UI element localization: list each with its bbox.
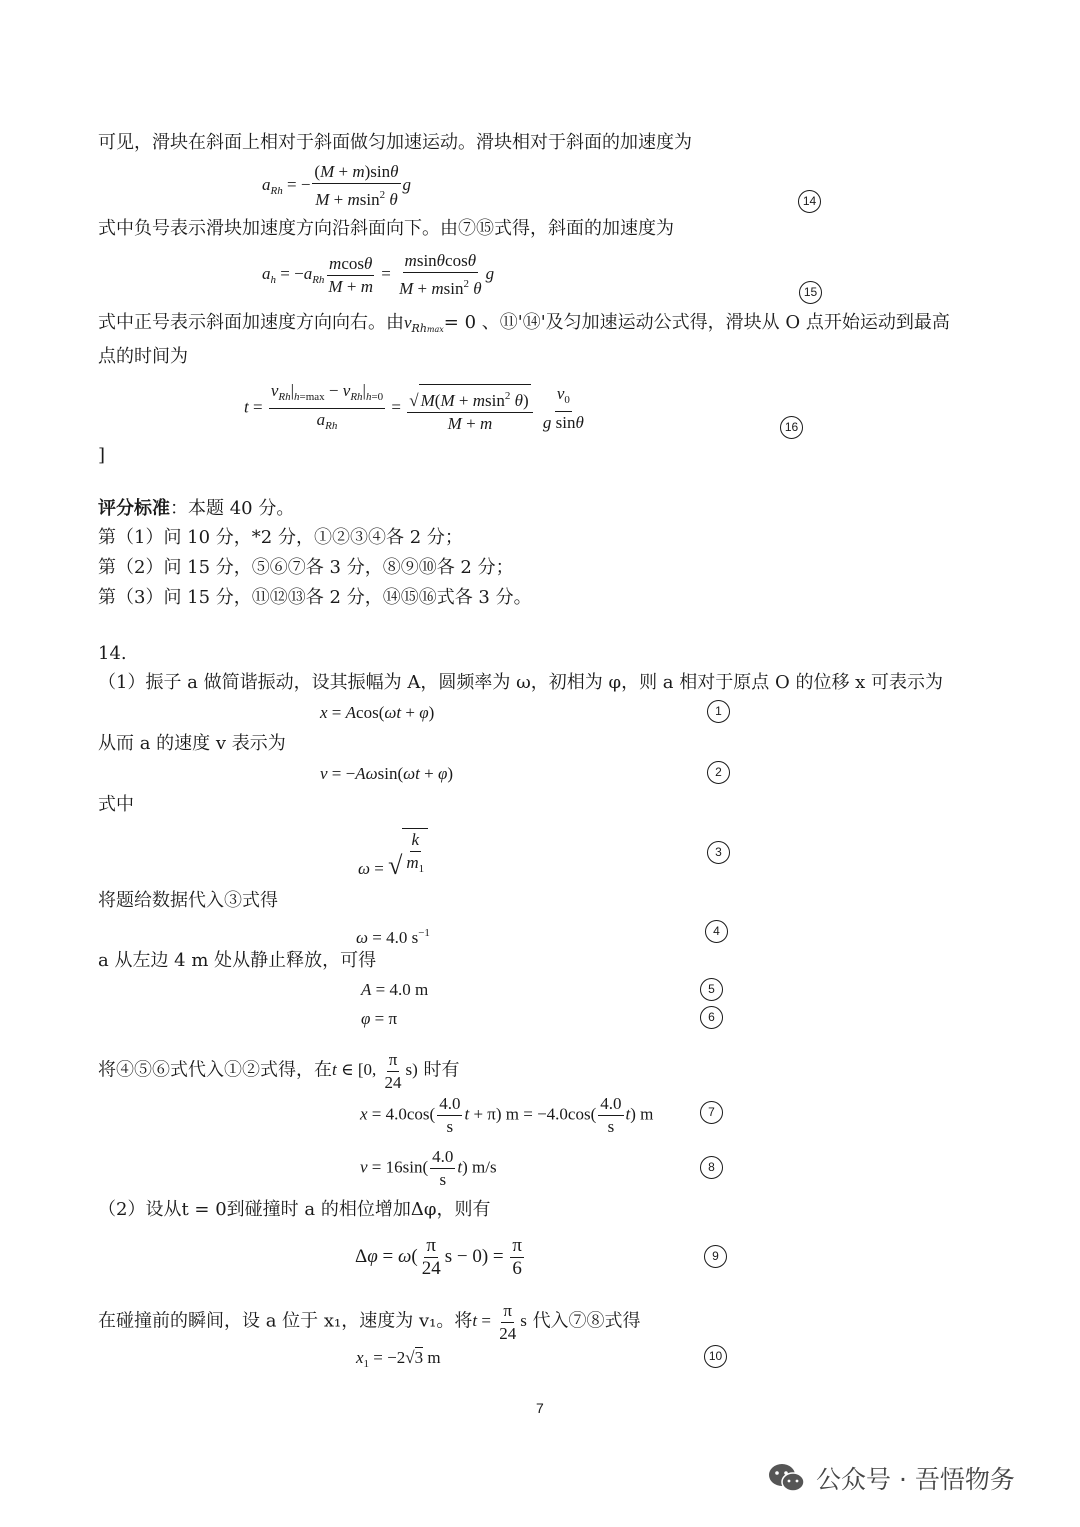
equation-number-4: 4: [705, 920, 728, 943]
equation-number-10: 10: [704, 1345, 727, 1368]
paragraph-slider-acceleration: 可见，滑块在斜面上相对于斜面做匀加速运动。滑块相对于斜面的加速度为: [98, 132, 692, 153]
equation-14: $a_{Rh}$ = − $\frac{(M + m)\sin\theta}{M + msin^2 \theta}$ g: [262, 162, 411, 209]
paragraph-time-intro-continued: 点的时间为: [98, 346, 188, 367]
equation-velocity: v = −Aωsin(ωt + φ): [320, 764, 454, 783]
paragraph-substitute: 将题给数据代入③式得: [98, 890, 278, 911]
paragraph-where: 式中: [98, 794, 134, 815]
equation-number-14: 14: [798, 190, 821, 213]
paragraph-incline-acceleration: 式中负号表示滑块加速度方向沿斜面向下。由⑦⑮式得，斜面的加速度为: [98, 218, 674, 239]
watermark: [768, 1460, 1015, 1496]
equation-16: t = $\frac{v_{Rh}|_{h=max} - v_{Rh}|_{h=0}}{a_{Rh}}$ = √ M(M + msin$^2$ θ) M + m $\frac{v_0}{\text{g sinθ}}$: [244, 381, 584, 433]
paragraph-collision-phase: （2）设从t = 0到碰撞时 a 的相位增加Δφ，则有: [98, 1199, 491, 1220]
scoring-header: 评分标准：本题 40 分。: [98, 498, 295, 519]
equation-velocity-values: v = 16sin( $\frac{4.0}{s}$ t) m/s: [360, 1147, 497, 1189]
equation-omega-value: ω = 4.0 $s^{-1}$: [356, 927, 430, 947]
equation-number-15: 15: [799, 281, 822, 304]
equation-phase: φ = π: [361, 1009, 398, 1028]
scoring-part-3: 第（3）问 15 分，⑪⑫⑬各 2 分，⑭⑮⑯式各 3 分。: [98, 587, 532, 608]
scoring-part-1: 第（1）问 10 分，*2 分，①②③④各 2 分；: [98, 527, 463, 548]
equation-15: $a_h = -a_{Rh}$ $\frac{mcos\theta}{M + m}$ = $\frac{msin\theta\cos\theta}{M + msin^2 \theta}$ g: [262, 251, 495, 298]
equation-amplitude: A = 4.0 m: [361, 980, 429, 999]
paragraph-shm-setup: （1）振子 a 做简谐振动，设其振幅为 A，圆频率为 ω，初相为 φ，则 a 相对于原点 O 的位移 x 可表示为: [98, 672, 944, 693]
equation-number-9: 9: [704, 1245, 727, 1268]
problem-number-14: 14.: [98, 643, 127, 664]
equation-number-16: 16: [780, 416, 803, 439]
watermark-text: 公众号 · 吾悟物务: [816, 1465, 1015, 1494]
equation-number-8: 8: [700, 1156, 723, 1179]
equation-number-1: 1: [707, 700, 730, 723]
paragraph-release: a 从左边 4 m 处从静止释放，可得: [98, 950, 377, 971]
wechat-icon: [768, 1462, 806, 1494]
paragraph-before-collision: 在碰撞前的瞬间，设 a 位于 x₁，速度为 v₁。将t = $\frac{\pi}{24}$ s 代入⑦⑧式得: [98, 1301, 641, 1343]
equation-number-5: 5: [700, 978, 723, 1001]
equation-number-3: 3: [707, 841, 730, 864]
equation-omega: ω = √ $\frac{k}{m_1}$: [358, 828, 428, 879]
page-number: 7: [536, 1400, 544, 1416]
equation-number-6: 6: [700, 1006, 723, 1029]
scoring-part-2: 第（2）问 15 分，⑤⑥⑦各 3 分，⑧⑨⑩各 2 分；: [98, 557, 514, 578]
paragraph-time-intro: 式中正号表示斜面加速度方向向右。由$v_{Rhmax}= 0$ 、⑪'⑭'及匀加速运动公式得，滑块从 O 点开始运动到最高: [98, 312, 950, 335]
paragraph-substitute-2: 将④⑤⑥式代入①②式得，在t ∈ [0, $\frac{\pi}{24}$ s) 时有: [98, 1050, 460, 1092]
paragraph-velocity: 从而 a 的速度 v 表示为: [98, 733, 286, 754]
equation-displacement-values: x = 4.0cos( $\frac{4.0}{s}$ t + π) m = −4.0cos( $\frac{4.0}{s}$ t) m: [360, 1094, 654, 1136]
equation-displacement: x = Acos(ωt + φ): [320, 703, 435, 722]
equation-number-7: 7: [700, 1101, 723, 1124]
equation-phase-increase: Δφ = ω( $\frac{\pi}{24}$ s − 0) = $\frac{\pi}{6}$: [355, 1235, 522, 1279]
closing-bracket: ]: [98, 445, 106, 466]
equation-x1: $x_1 = -2√3$ m: [356, 1348, 441, 1370]
equation-number-2: 2: [707, 761, 730, 784]
